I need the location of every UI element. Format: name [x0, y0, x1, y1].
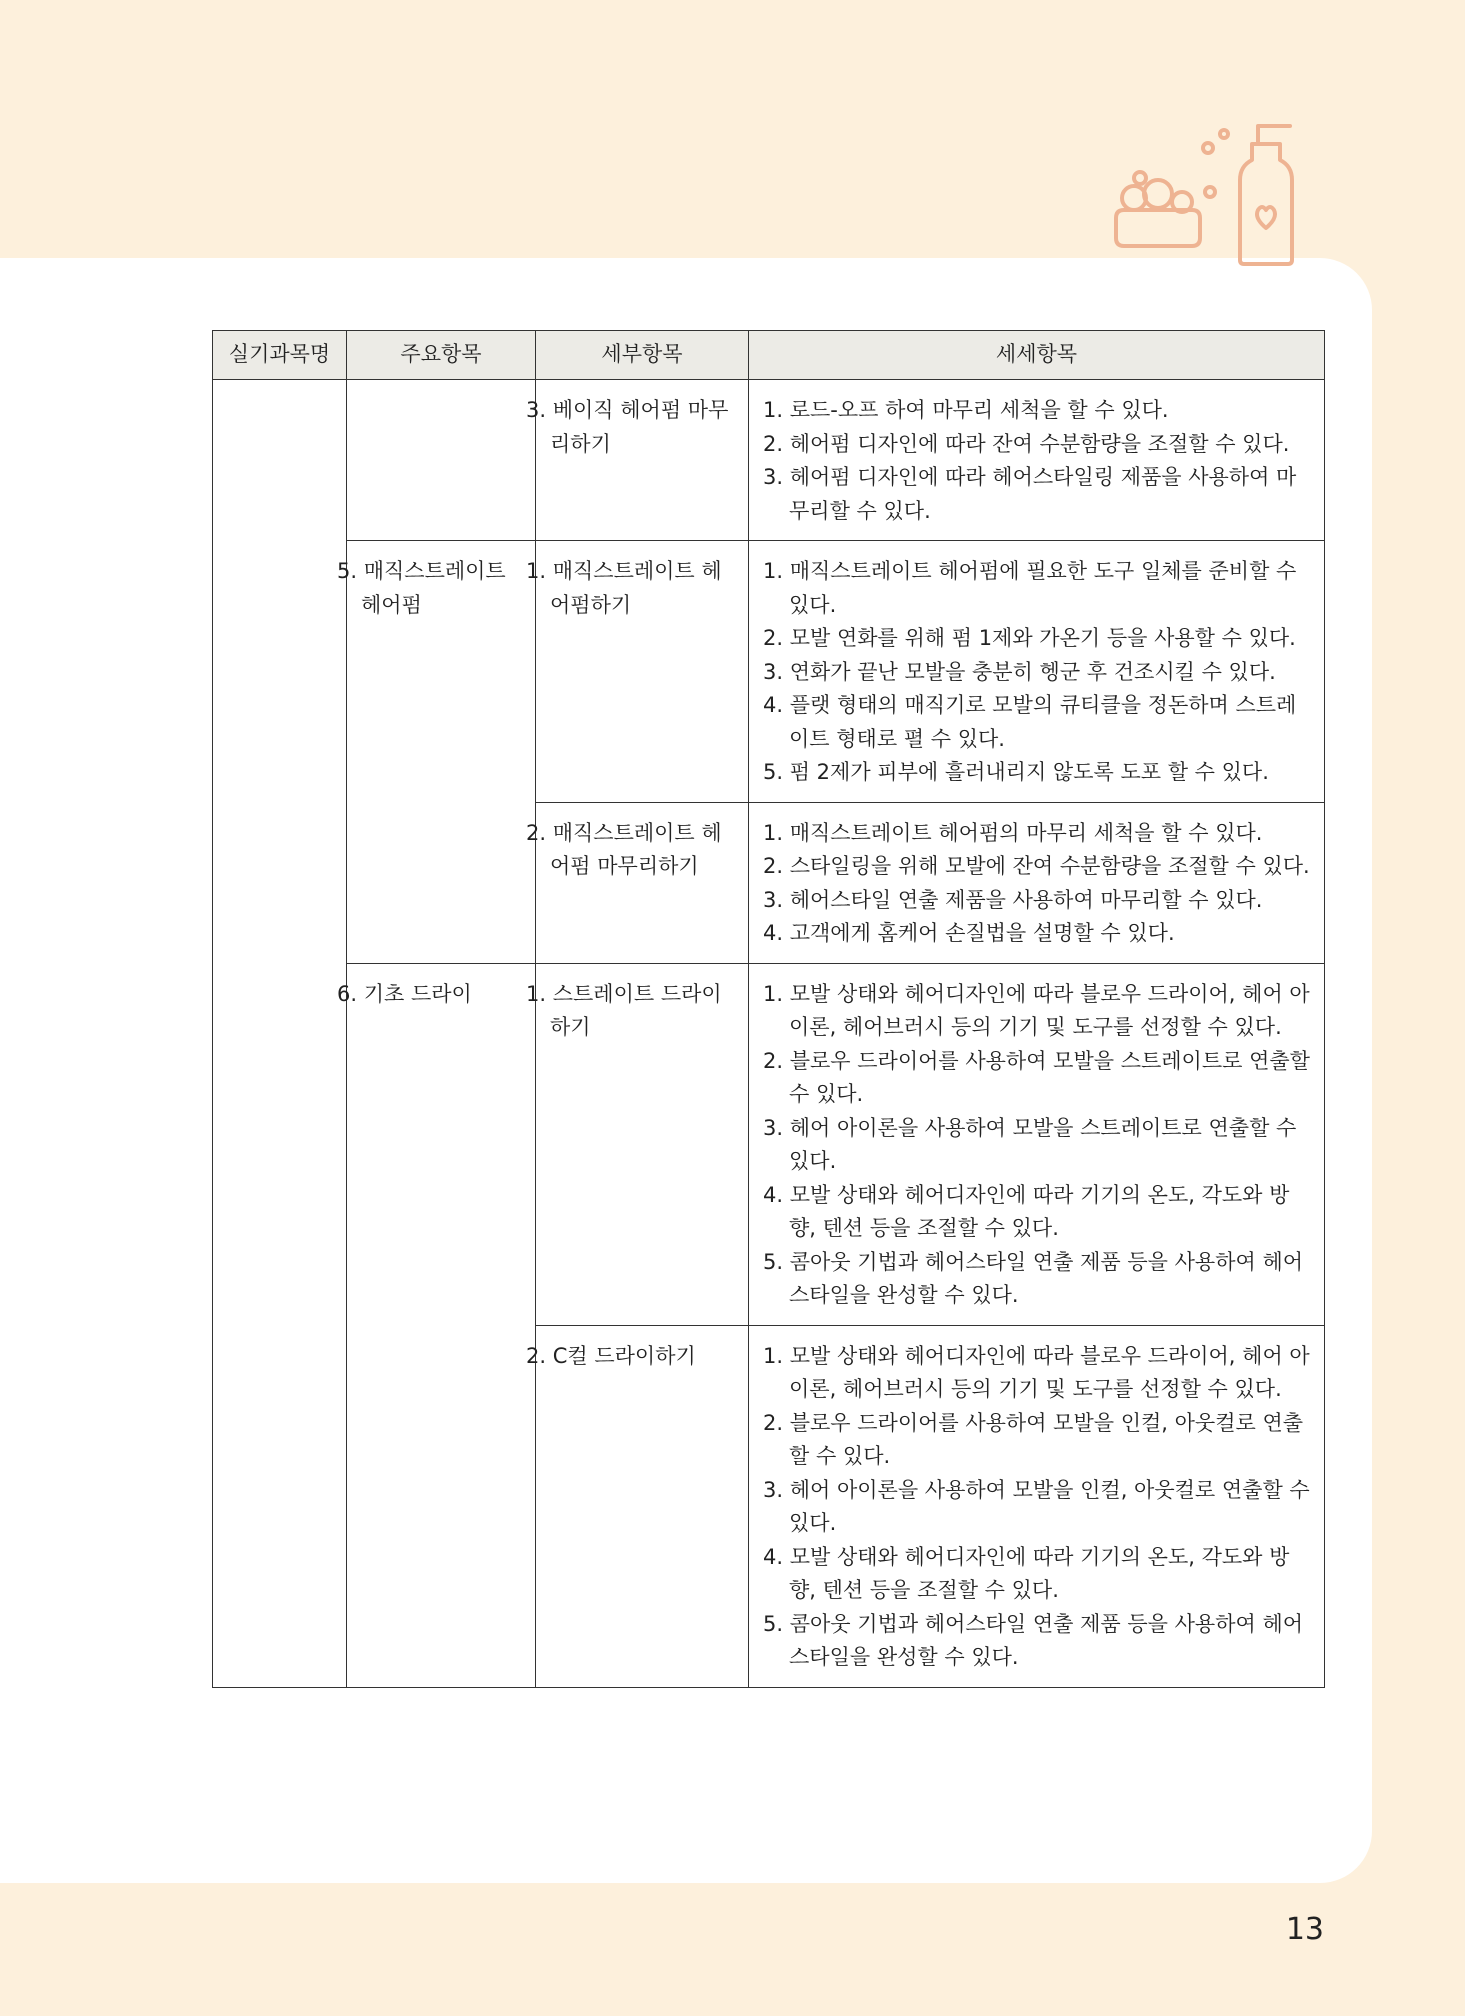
- list-item: 2. 모발 연화를 위해 펌 1제와 가온기 등을 사용할 수 있다.: [763, 626, 1296, 650]
- table-row: [213, 963, 1325, 1325]
- major-item-cell: [347, 380, 536, 541]
- list-item: 1. 모발 상태와 헤어디자인에 따라 블로우 드라이어, 헤어 아이론, 헤어브러시 등의 기기 및 도구를 선정할 수 있다.: [763, 1343, 1310, 1401]
- list-item: 4. 고객에게 홈케어 손질법을 설명할 수 있다.: [763, 921, 1175, 945]
- sub-item-cell: 2. 매직스트레이트 헤어펌 마무리하기: [536, 802, 749, 963]
- list-item: 1. 로드-오프 하여 마무리 세척을 할 수 있다.: [763, 398, 1169, 422]
- list-item: 3. 헤어펌 디자인에 따라 헤어스타일링 제품을 사용하여 마무리할 수 있다.: [763, 465, 1297, 523]
- header-sub-item: 세부항목: [536, 331, 749, 380]
- detail-cell: [749, 963, 1325, 1325]
- header-detail-item: 세세항목: [749, 331, 1325, 380]
- list-item: 3. 헤어 아이론을 사용하여 모발을 스트레이트로 연출할 수 있다.: [763, 1115, 1297, 1173]
- sub-item-cell: 1. 스트레이트 드라이하기: [536, 963, 749, 1325]
- list-item: 3. 헤어 아이론을 사용하여 모발을 인컬, 아웃컬로 연출할 수 있다.: [763, 1477, 1310, 1535]
- list-item: 4. 모발 상태와 헤어디자인에 따라 기기의 온도, 각도와 방향, 텐션 등을 조절할 수 있다.: [763, 1544, 1290, 1602]
- list-item: 4. 모발 상태와 헤어디자인에 따라 기기의 온도, 각도와 방향, 텐션 등을 조절할 수 있다.: [763, 1182, 1290, 1240]
- list-item: 5. 콤아웃 기법과 헤어스타일 연출 제품 등을 사용하여 헤어스타일을 완성할 수 있다.: [763, 1611, 1304, 1669]
- list-item: 5. 펌 2제가 피부에 흘러내리지 않도록 도포 할 수 있다.: [763, 760, 1269, 784]
- page-number: 13: [1285, 1912, 1324, 1947]
- list-item: 5. 콤아웃 기법과 헤어스타일 연출 제품 등을 사용하여 헤어스타일을 완성할 수 있다.: [763, 1249, 1304, 1307]
- list-item: 3. 연화가 끝난 모발을 충분히 헹군 후 건조시킬 수 있다.: [763, 659, 1276, 684]
- table-row: [213, 380, 1325, 541]
- major-item-cell: 6. 기초 드라이: [347, 963, 536, 1687]
- sub-item-cell: 2. C컬 드라이하기: [536, 1325, 749, 1687]
- detail-cell: [749, 541, 1325, 803]
- table-row: [213, 541, 1325, 803]
- sub-item-cell: 3. 베이직 헤어펌 마무리하기: [536, 380, 749, 541]
- table-header-row: [213, 331, 1325, 380]
- list-item: 2. 블로우 드라이어를 사용하여 모발을 스트레이트로 연출할 수 있다.: [763, 1048, 1310, 1106]
- curriculum-table: [212, 330, 1325, 1688]
- list-item: 4. 플랫 형태의 매직기로 모발의 큐티클을 정돈하며 스트레이트 형태로 펼 수 있다.: [763, 693, 1297, 751]
- list-item: 3. 헤어스타일 연출 제품을 사용하여 마무리할 수 있다.: [763, 887, 1263, 912]
- header-subject: 실기과목명: [213, 331, 347, 380]
- sub-item-cell: 1. 매직스트레이트 헤어펌하기: [536, 541, 749, 803]
- major-item-cell: 5. 매직스트레이트 헤어펌: [347, 541, 536, 964]
- subject-cell: [213, 380, 347, 1688]
- detail-cell: [749, 380, 1325, 541]
- list-item: 1. 매직스트레이트 헤어펌에 필요한 도구 일체를 준비할 수 있다.: [763, 559, 1297, 617]
- list-item: 2. 스타일링을 위해 모발에 잔여 수분함량을 조절할 수 있다.: [763, 854, 1310, 878]
- list-item: 1. 모발 상태와 헤어디자인에 따라 블로우 드라이어, 헤어 아이론, 헤어브러시 등의 기기 및 도구를 선정할 수 있다.: [763, 981, 1310, 1039]
- list-item: 2. 헤어펌 디자인에 따라 잔여 수분함량을 조절할 수 있다.: [763, 431, 1290, 456]
- list-item: 1. 매직스트레이트 헤어펌의 마무리 세척을 할 수 있다.: [763, 820, 1263, 845]
- detail-cell: [749, 1325, 1325, 1687]
- soap-bottle-icon: [1100, 110, 1300, 270]
- list-item: 2. 블로우 드라이어를 사용하여 모발을 인컬, 아웃컬로 연출할 수 있다.: [763, 1410, 1304, 1468]
- header-major-item: 주요항목: [347, 331, 536, 380]
- detail-cell: [749, 802, 1325, 963]
